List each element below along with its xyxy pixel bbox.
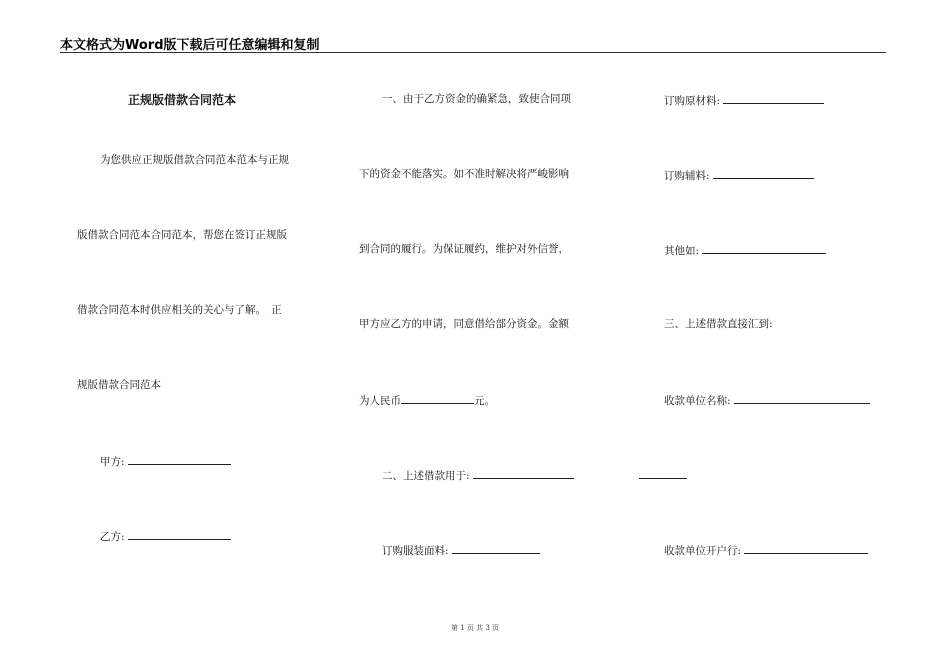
payee-bank-field xyxy=(664,544,868,557)
other-label: 其他如: xyxy=(664,245,700,257)
other-blank xyxy=(702,244,826,254)
amount-suffix: 元。 xyxy=(474,395,495,407)
amount-blank xyxy=(401,394,474,404)
party-a-label: 甲方: xyxy=(100,456,125,468)
party-a-blank xyxy=(128,455,231,465)
clause-2-field xyxy=(382,469,574,482)
payee-bank-blank xyxy=(744,544,868,554)
party-b-blank xyxy=(128,530,231,540)
clause-1-line-4: 甲方应乙方的申请，同意借给部分资金。金额 xyxy=(359,318,569,330)
amount-field xyxy=(359,394,495,407)
amount-prefix: 为人民币 xyxy=(359,395,401,407)
clause-3: 三、上述借款直接汇到: xyxy=(664,318,773,330)
clause-2-blank xyxy=(473,469,574,479)
aux-material-label: 订购辅料: xyxy=(664,170,710,182)
clause-1-line-2: 下的资金不能落实。如不准时解决将严峻影响 xyxy=(359,168,569,180)
raw-material-label: 订购原材料: xyxy=(664,95,721,107)
raw-material-blank xyxy=(723,94,824,104)
page-number: 第 1 页 共 3 页 xyxy=(450,624,500,632)
header-title: 本文格式为Word版下载后可任意编辑和复制 xyxy=(60,38,320,53)
payee-name-blank xyxy=(734,394,870,404)
document-title: 正规版借款合同范本 xyxy=(128,93,237,107)
intro-line-2: 版借款合同范本合同范本，帮您在签订正规版 xyxy=(77,229,287,241)
aux-material-field xyxy=(664,169,814,182)
clause-1-line-1: 一、由于乙方资金的确紧急，致使合同项 xyxy=(382,93,571,105)
party-b-field xyxy=(100,530,231,543)
raw-material-field xyxy=(664,94,824,107)
payee-name-field xyxy=(664,394,870,407)
payee-bank-label: 收款单位开户行: xyxy=(664,545,742,557)
intro-line-1: 为您供应正规版借款合同范本范本与正规 xyxy=(100,154,289,166)
clause-2-label: 二、上述借款用于: xyxy=(382,470,470,482)
clause-1-line-3: 到合同的履行。为保证履约，维护对外信誉， xyxy=(359,243,569,255)
aux-material-blank xyxy=(713,169,814,179)
fabric-label: 订购服装面料: xyxy=(382,545,449,557)
intro-line-3: 借款合同范本时供应相关的关心与了解。 正 xyxy=(77,304,282,316)
payee-name-label: 收款单位名称: xyxy=(664,395,731,407)
clause-2-extra-blank xyxy=(639,469,687,479)
header-divider xyxy=(60,52,886,53)
other-field xyxy=(664,244,826,257)
clause-2-extra-blank-wrap xyxy=(639,469,687,482)
party-a-field xyxy=(100,455,231,468)
party-b-label: 乙方: xyxy=(100,531,125,543)
fabric-field xyxy=(382,544,540,557)
fabric-blank xyxy=(452,544,540,554)
intro-line-4: 规版借款合同范本 xyxy=(77,379,161,391)
